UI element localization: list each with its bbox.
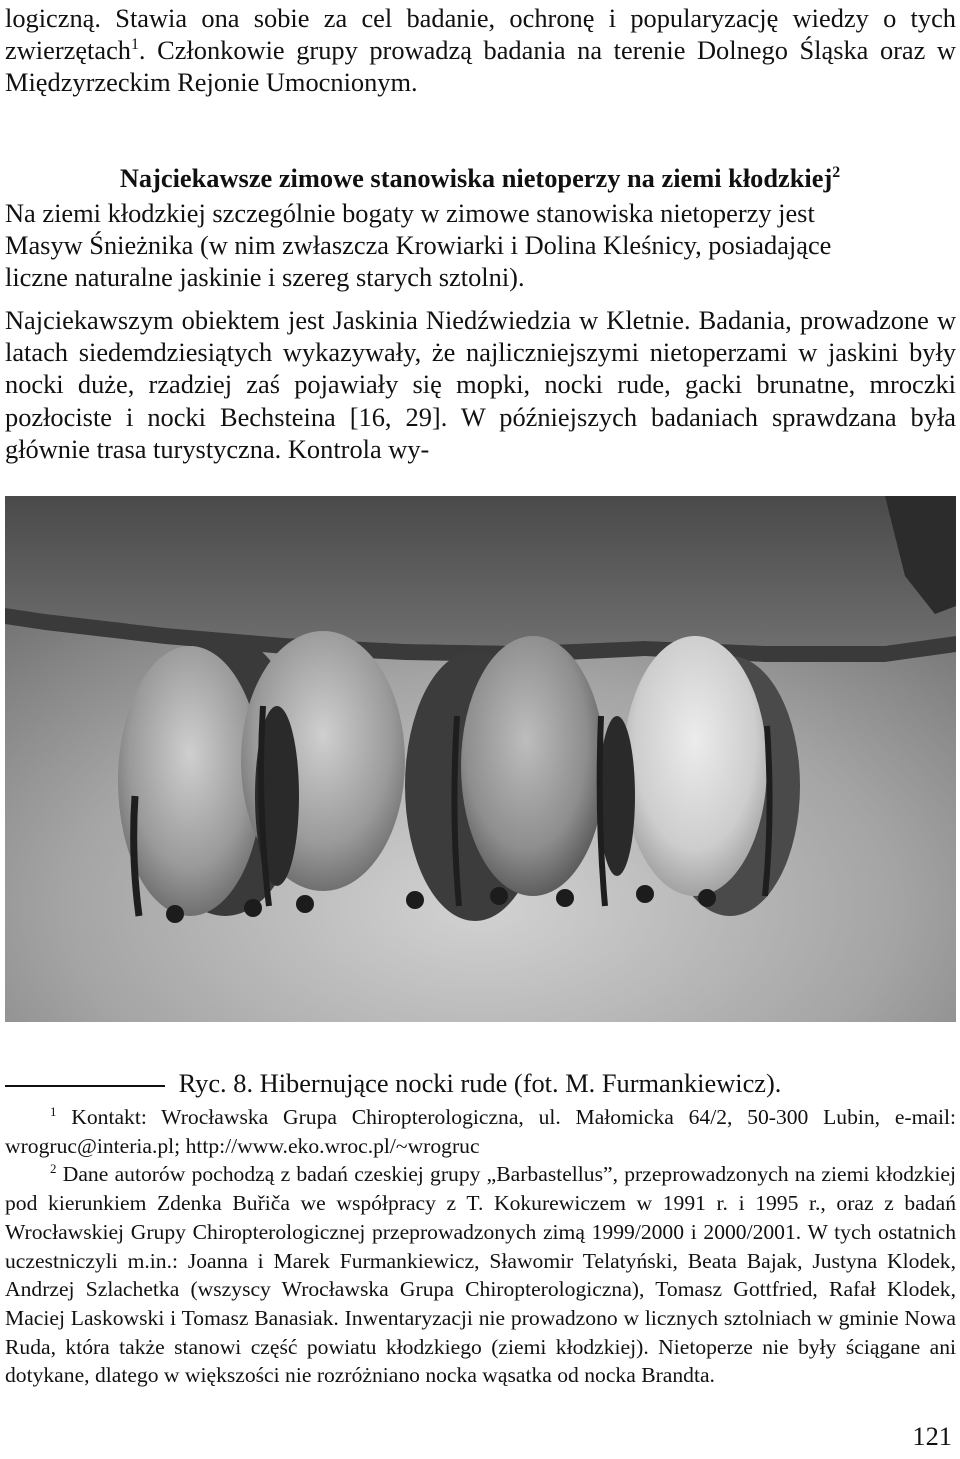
paragraph-line: Masyw Śnieżnika (w nim zwłaszcza Krowiarki i Dolina Kleśnicy, posiadające [5,230,832,261]
section-paragraph [5,197,956,294]
footnotes [5,1103,956,1390]
footnote-mark: 2 [50,1161,57,1177]
footnote-1 [5,1103,956,1160]
footnote-ref-2[interactable]: 2 [832,164,841,182]
footnote-text: Kontakt: Wrocławska Grupa Chiropterologiczna, ul. Małomicka 64/2, 50-300 Lubin, e-mail: wrogruc@interia.pl; http://www.eko.wroc.pl/~wrogruc [5,1105,956,1158]
section-heading-text: Najciekawsze zimowe stanowiska nietoperzy na ziemi kłodzkiej [119,162,833,193]
footnote-separator [5,1085,165,1087]
paragraph-line: liczne naturalne jaskinie i szereg starych sztolni). [5,262,525,293]
section-paragraph-2: Najciekawszym obiektem jest Jaskinia Niedźwiedzia w Kletnie. Badania, prowadzone w latach siedemdziesiątych wykazywały, że najliczniejszymi nietoperzami w jaskini były nocki duże, rzadziej zaś pojawiały się mopki, nocki rude, gacki brunatne, mroczki pozłociste i nocki Bechsteina [16, 29]. W późniejszych badaniach sprawdzana była głównie trasa turystyczna. Kontrola wy- [5,305,956,464]
figure-caption: Ryc. 8. Hibernujące nocki rude (fot. M. Furmankiewicz). [178,1068,782,1099]
paragraph-text: logiczną. Stawia ona sobie za cel badanie, ochronę i popularyzację wiedzy o tych zwierzętach [5,3,956,66]
paragraph-line: Na ziemi kłodzkiej szczególnie bogaty w zimowe stanowiska nietoperzy jest [5,198,815,228]
bat-photo [5,496,956,1022]
footnote-mark: 1 [50,1103,57,1119]
section-heading [0,161,960,195]
footnote-2 [5,1160,956,1390]
footnote-text: Dane autorów pochodzą z badań czeskiej grupy „Barbastellus”, przeprowadzonych na ziemi kłodzkiej pod kierunkiem Zdenka Buřiča we współpracy z T. Kokurewiczem w 1991 r. i 1995 r., oraz z badań Wrocławskiej Grupy Chiropterologicznej przeprowadzonych zimą 1999/2000 i 2000/2001. W tych ostatnich uczestniczyli m.in.: Joanna i Marek Furmankiewicz, Sławomir Telatyński, Beata Bajak, Justyna Klodek, Andrzej Szlachetka (wszyscy Wrocławska Grupa Chiropterologiczna), Tomasz Gottfried, Rafał Klodek, Maciej Laskowski i Tomasz Banasiak. Inwentaryzacji nie prowadzono w licznych sztolniach w gminie Nowa Ruda, która także stanowi część powiatu kłodzkiego (ziemi kłodzkiej). Nietoperze nie były ściągane ani dotykane, dlatego w większości nie rozróżniano nocka wąsatka od nocka Brandta. [5,1162,956,1388]
paragraph-text: . Członkowie grupy prowadzą badania na terenie Dolnego Śląska oraz w Międzyrzeckim Rejonie Umocnionym. [5,35,956,98]
page-number: 121 [912,1421,952,1451]
bat-photo-illustration [5,496,956,1022]
footnote-ref-1[interactable]: 1 [131,36,139,54]
continued-paragraph [5,2,956,99]
